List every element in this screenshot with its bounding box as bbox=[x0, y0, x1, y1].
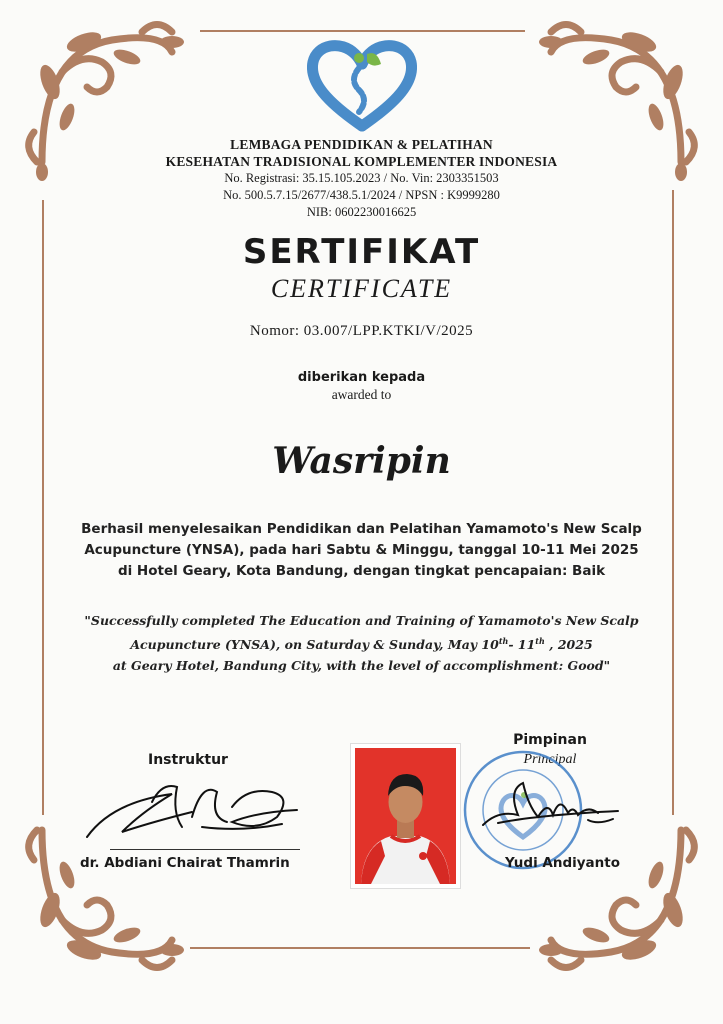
heart-spine-logo-icon bbox=[307, 40, 417, 132]
principal-signature-icon bbox=[478, 775, 628, 835]
instructor-signature-icon bbox=[82, 772, 302, 847]
principal-name: Yudi Andiyanto bbox=[505, 855, 620, 871]
border-top bbox=[200, 30, 525, 32]
ordinal-suffix: th bbox=[498, 636, 509, 646]
description-id-line: Acupuncture (YNSA), pada hari Sabtu & Minggu, tanggal 10-11 Mei 2025 bbox=[84, 542, 639, 558]
instructor-signature-line bbox=[110, 849, 300, 850]
registration-line-3: NIB: 0602230016625 bbox=[306, 205, 417, 219]
recipient-photo bbox=[351, 744, 460, 888]
org-line-1: LEMBAGA PENDIDIKAN & PELATIHAN bbox=[230, 137, 493, 152]
instructor-name: dr. Abdiani Chairat Thamrin bbox=[80, 855, 290, 871]
registration-line-2: No. 500.5.7.15/2677/438.5.1/2024 / NPSN : K9999280 bbox=[223, 188, 500, 202]
description-en-line bbox=[60, 631, 663, 655]
description-en-line: "Successfully completed The Education and Training of Yamamoto's New Scalp bbox=[84, 613, 639, 628]
certificate-number: Nomor: 03.007/LPP.KTKI/V/2025 bbox=[249, 323, 474, 339]
certificate-subtitle: CERTIFICATE bbox=[270, 274, 453, 303]
org-line-2: KESEHATAN TRADISIONAL KOMPLEMENTER INDONESIA bbox=[165, 154, 558, 169]
given-to-label: diberikan kepada bbox=[297, 370, 426, 385]
certificate-header bbox=[0, 40, 723, 221]
recipient-name: Wasripin bbox=[272, 440, 451, 482]
description-en-text: , 2025 bbox=[544, 637, 593, 653]
registration-line-1: No. Registrasi: 35.15.105.2023 / No. Vin: 2303351503 bbox=[224, 171, 499, 185]
description-indonesian bbox=[60, 519, 663, 582]
principal-role-english: Principal bbox=[523, 752, 577, 767]
description-en-line: at Geary Hotel, Bandung City, with the level of accomplishment: Good" bbox=[112, 658, 611, 674]
description-en-text: - 11 bbox=[508, 637, 536, 653]
certificate-title: SERTIFIKAT bbox=[242, 232, 481, 272]
description-id-line: di Hotel Geary, Kota Bandung, dengan tingkat pencapaian: Baik bbox=[117, 563, 606, 579]
awarded-to-label: awarded to bbox=[331, 387, 392, 402]
instructor-role: Instruktur bbox=[148, 752, 228, 768]
principal-role: Pimpinan bbox=[513, 732, 587, 748]
border-bottom bbox=[190, 947, 530, 949]
description-en-text: Acupuncture (YNSA), on Saturday & Sunday, May 10 bbox=[130, 637, 499, 653]
description-english bbox=[60, 610, 663, 676]
description-id-line: Berhasil menyelesaikan Pendidikan dan Pelatihan Yamamoto's New Scalp bbox=[81, 521, 642, 537]
ordinal-suffix: th bbox=[535, 636, 545, 646]
person-photo-icon bbox=[351, 744, 460, 888]
